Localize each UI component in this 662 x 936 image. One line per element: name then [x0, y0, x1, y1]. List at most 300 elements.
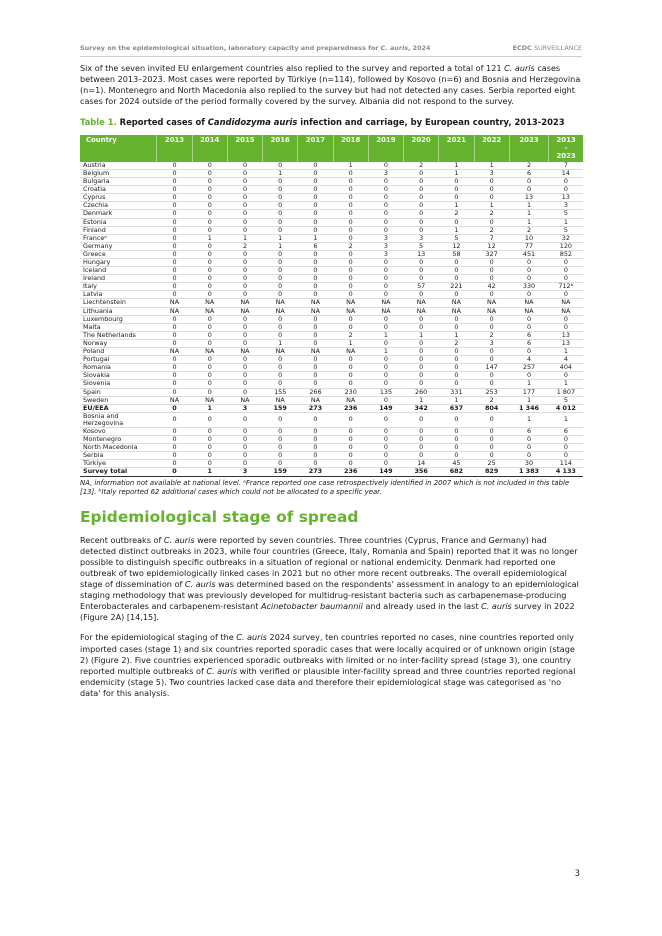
value-cell: NA [474, 299, 509, 307]
value-cell: 0 [298, 178, 333, 186]
value-cell: 0 [333, 234, 368, 242]
value-cell: 0 [298, 210, 333, 218]
table-row [80, 259, 583, 267]
value-cell: 1 [509, 380, 549, 388]
value-cell: 0 [227, 283, 262, 291]
table-caption-species: Candidozyma auris [207, 117, 298, 128]
value-cell: 0 [298, 259, 333, 267]
table-row [80, 194, 583, 202]
value-cell: 0 [333, 283, 368, 291]
value-cell: 0 [298, 169, 333, 177]
page-number: 3 [574, 869, 580, 879]
value-cell: 0 [368, 323, 403, 331]
value-cell: 0 [439, 380, 474, 388]
value-cell: 14 [549, 169, 583, 177]
value-cell: 1 [192, 234, 227, 242]
value-cell: 0 [368, 275, 403, 283]
value-cell: 3 [368, 242, 403, 250]
value-cell: 0 [404, 364, 439, 372]
table-row [80, 323, 583, 331]
value-cell: 0 [192, 380, 227, 388]
value-cell: NA [298, 396, 333, 404]
value-cell: 1 [509, 218, 549, 226]
value-cell: 0 [192, 444, 227, 452]
value-cell: NA [192, 307, 227, 315]
table-row [80, 291, 583, 299]
value-cell: 3 [227, 404, 262, 412]
value-cell: 0 [263, 186, 298, 194]
value-cell: 149 [368, 468, 403, 476]
value-cell: 0 [157, 275, 192, 283]
value-cell: 1 [192, 404, 227, 412]
value-cell: 0 [404, 267, 439, 275]
value-cell: NA [298, 348, 333, 356]
value-cell: 0 [404, 210, 439, 218]
value-cell: NA [368, 307, 403, 315]
value-cell: NA [298, 299, 333, 307]
value-cell: 0 [227, 388, 262, 396]
value-cell: 1 [404, 331, 439, 339]
value-cell: 0 [439, 267, 474, 275]
value-cell: 149 [368, 404, 403, 412]
value-cell: NA [404, 307, 439, 315]
value-cell: 0 [227, 162, 262, 170]
value-cell: 0 [298, 186, 333, 194]
value-cell: 0 [549, 178, 583, 186]
value-cell: 1 [263, 234, 298, 242]
value-cell: 0 [192, 364, 227, 372]
value-cell: 0 [157, 169, 192, 177]
value-cell: 0 [157, 364, 192, 372]
value-cell: 273 [298, 468, 333, 476]
value-cell: 0 [368, 259, 403, 267]
value-cell: 0 [157, 242, 192, 250]
country-cell: Germany [80, 242, 157, 250]
country-cell: Greece [80, 250, 157, 258]
country-cell: Belgium [80, 169, 157, 177]
column-header-year: 2021 [439, 135, 474, 162]
value-cell: 0 [298, 380, 333, 388]
table-row [80, 299, 583, 307]
value-cell: NA [263, 307, 298, 315]
value-cell: 266 [298, 388, 333, 396]
table-row [80, 436, 583, 444]
value-cell: 7 [474, 234, 509, 242]
value-cell: 0 [439, 275, 474, 283]
value-cell: 0 [157, 339, 192, 347]
country-cell: Finland [80, 226, 157, 234]
column-header-year: 2014 [192, 135, 227, 162]
value-cell: 0 [227, 250, 262, 258]
value-cell: 0 [333, 178, 368, 186]
value-cell: 0 [368, 412, 403, 427]
country-cell: Liechtenstein [80, 299, 157, 307]
text-run: were reported by seven countries. Three countries (Cyprus, France and Germany) had detected distinct outbreaks in 2023, while four countries (Greece, Italy, Romania and Spain) reported that it was no longer possible to distinguish specific outbreaks in a situation of regional or national endemicity. Denmark had reported one outbreak of two epidemiologically linked cases in 2021 but no other more recent outbreaks. The overall epidemiological stage of dissemination of [80, 534, 578, 590]
value-cell: 0 [509, 436, 549, 444]
value-cell: 0 [474, 323, 509, 331]
value-cell: 0 [263, 452, 298, 460]
value-cell: NA [157, 299, 192, 307]
value-cell: 1 [509, 396, 549, 404]
value-cell: NA [439, 307, 474, 315]
value-cell: 0 [368, 444, 403, 452]
table-row [80, 218, 583, 226]
table-row [80, 210, 583, 218]
value-cell: 0 [157, 468, 192, 476]
value-cell: 1 [474, 202, 509, 210]
value-cell: NA [509, 307, 549, 315]
value-cell: 0 [192, 315, 227, 323]
value-cell: 0 [439, 412, 474, 427]
italic-term: C. auris [163, 534, 195, 545]
value-cell: 13 [404, 250, 439, 258]
value-cell: 0 [474, 178, 509, 186]
table-caption-post: infection and carriage, by European country, 2013-2023 [297, 117, 565, 128]
value-cell: 0 [263, 444, 298, 452]
value-cell: 0 [549, 275, 583, 283]
value-cell: 0 [227, 210, 262, 218]
value-cell: 0 [157, 460, 192, 468]
value-cell: 0 [404, 412, 439, 427]
value-cell: 10 [509, 234, 549, 242]
value-cell: 1 346 [509, 404, 549, 412]
country-cell: Serbia [80, 452, 157, 460]
country-cell: Bulgaria [80, 178, 157, 186]
value-cell: 0 [368, 380, 403, 388]
body-paragraph-2 [80, 632, 583, 699]
value-cell: 0 [157, 380, 192, 388]
value-cell: 0 [368, 315, 403, 323]
value-cell: 0 [157, 202, 192, 210]
value-cell: 0 [439, 186, 474, 194]
table-caption [80, 117, 583, 129]
value-cell: 682 [439, 468, 474, 476]
country-cell: Slovenia [80, 380, 157, 388]
value-cell: 0 [298, 444, 333, 452]
value-cell: 0 [333, 250, 368, 258]
value-cell: 0 [298, 202, 333, 210]
value-cell: 0 [404, 259, 439, 267]
value-cell: 6 [509, 427, 549, 435]
value-cell: 1 [227, 234, 262, 242]
country-cell: Croatia [80, 186, 157, 194]
value-cell: 5 [549, 210, 583, 218]
value-cell: 5 [549, 226, 583, 234]
value-cell: 0 [192, 202, 227, 210]
value-cell: 30 [509, 460, 549, 468]
value-cell: 0 [368, 339, 403, 347]
value-cell: 0 [404, 218, 439, 226]
value-cell: 4 [509, 356, 549, 364]
value-cell: NA [509, 299, 549, 307]
value-cell: 0 [333, 259, 368, 267]
value-cell: NA [157, 307, 192, 315]
value-cell: 114 [549, 460, 583, 468]
value-cell: 0 [298, 323, 333, 331]
value-cell: 0 [157, 436, 192, 444]
value-cell: 637 [439, 404, 474, 412]
value-cell: 0 [509, 291, 549, 299]
country-cell: Poland [80, 348, 157, 356]
value-cell: 0 [333, 323, 368, 331]
country-cell: Estonia [80, 218, 157, 226]
value-cell: 0 [298, 283, 333, 291]
table-row [80, 427, 583, 435]
value-cell: 0 [298, 162, 333, 170]
main-content [80, 63, 583, 699]
value-cell: 0 [368, 291, 403, 299]
value-cell: 0 [509, 178, 549, 186]
country-cell: Türkiye [80, 460, 157, 468]
value-cell: 0 [298, 331, 333, 339]
value-cell: 0 [404, 339, 439, 347]
value-cell: 0 [439, 348, 474, 356]
value-cell: 0 [227, 315, 262, 323]
value-cell: 0 [227, 259, 262, 267]
value-cell: 0 [192, 186, 227, 194]
value-cell: 159 [263, 404, 298, 412]
value-cell: 0 [439, 218, 474, 226]
value-cell: 4 133 [549, 468, 583, 476]
value-cell: 0 [263, 250, 298, 258]
value-cell: 0 [404, 427, 439, 435]
value-cell: 1 807 [549, 388, 583, 396]
value-cell: 5 [549, 396, 583, 404]
country-cell: Bosnia and Herzegovina [80, 412, 157, 427]
value-cell: 0 [263, 356, 298, 364]
value-cell: 2 [333, 242, 368, 250]
value-cell: 0 [474, 315, 509, 323]
text-run: cases between 2013–2023. Most cases were reported by Türkiye (n=114), followed by Kosovo (n=6) and Bosnia and Herzegovina (n=1). Montenegro and North Macedonia also replied to the survey but had not detected any cases. Serbia reported eight cases for 2024 outside of the period formally covered by the survey. Albania did not respond to the survey. [80, 63, 581, 107]
value-cell: 0 [157, 259, 192, 267]
value-cell: 0 [509, 372, 549, 380]
value-cell: 0 [404, 444, 439, 452]
value-cell: 0 [368, 178, 403, 186]
value-cell: 0 [298, 452, 333, 460]
value-cell: 2 [404, 162, 439, 170]
table-row [80, 275, 583, 283]
value-cell: 0 [227, 339, 262, 347]
value-cell: 0 [509, 452, 549, 460]
value-cell: 0 [157, 444, 192, 452]
value-cell: 0 [227, 194, 262, 202]
value-cell: 0 [439, 291, 474, 299]
value-cell: 2 [227, 242, 262, 250]
table-row [80, 364, 583, 372]
value-cell: 0 [227, 380, 262, 388]
value-cell: NA [368, 299, 403, 307]
value-cell: NA [192, 299, 227, 307]
intro-paragraph [80, 63, 583, 107]
value-cell: 2 [509, 162, 549, 170]
value-cell: 13 [549, 331, 583, 339]
value-cell: 0 [368, 226, 403, 234]
value-cell: 1 [263, 242, 298, 250]
value-cell: 0 [333, 452, 368, 460]
value-cell: 0 [157, 427, 192, 435]
value-cell: 1 [509, 412, 549, 427]
table-row [80, 444, 583, 452]
value-cell: 0 [192, 291, 227, 299]
italic-term: C. auris [504, 63, 535, 73]
value-cell: 0 [192, 388, 227, 396]
cases-table [80, 135, 583, 477]
table-row [80, 226, 583, 234]
value-cell: 0 [192, 372, 227, 380]
value-cell: 236 [333, 404, 368, 412]
value-cell: 0 [549, 452, 583, 460]
value-cell: 0 [549, 444, 583, 452]
value-cell: 0 [333, 210, 368, 218]
value-cell: 2 [439, 339, 474, 347]
table-row [80, 315, 583, 323]
value-cell: 0 [298, 226, 333, 234]
value-cell: 0 [474, 291, 509, 299]
value-cell: 4 [549, 356, 583, 364]
value-cell: 0 [368, 283, 403, 291]
value-cell: 0 [509, 444, 549, 452]
header-org [513, 44, 582, 52]
value-cell: NA [404, 299, 439, 307]
table-row [80, 356, 583, 364]
value-cell: 0 [368, 460, 403, 468]
value-cell: NA [333, 348, 368, 356]
country-cell: Kosovo [80, 427, 157, 435]
table-row [80, 396, 583, 404]
italic-term: Acinetobacter baumannii [261, 601, 363, 612]
value-cell: 6 [509, 339, 549, 347]
value-cell: 0 [298, 250, 333, 258]
value-cell: 0 [298, 315, 333, 323]
value-cell: 0 [439, 315, 474, 323]
value-cell: 0 [157, 267, 192, 275]
value-cell: 0 [227, 364, 262, 372]
value-cell: 5 [439, 234, 474, 242]
value-cell: 0 [333, 275, 368, 283]
value-cell: 0 [474, 444, 509, 452]
value-cell: 0 [263, 427, 298, 435]
value-cell: 0 [192, 323, 227, 331]
country-cell: Czechia [80, 202, 157, 210]
value-cell: 3 [549, 202, 583, 210]
value-cell: NA [157, 348, 192, 356]
value-cell: 58 [439, 250, 474, 258]
value-cell: 0 [333, 218, 368, 226]
value-cell: 0 [263, 364, 298, 372]
value-cell: 0 [439, 436, 474, 444]
value-cell: 1 [439, 162, 474, 170]
table-row [80, 460, 583, 468]
table-row [80, 468, 583, 476]
value-cell: 356 [404, 468, 439, 476]
value-cell: 0 [474, 186, 509, 194]
text-run: Six of the seven invited EU enlargement countries also replied to the survey and reported a total of 121 [80, 63, 505, 73]
value-cell: 0 [192, 259, 227, 267]
country-cell: Survey total [80, 468, 157, 476]
value-cell: 0 [192, 267, 227, 275]
value-cell: 0 [333, 460, 368, 468]
value-cell: 0 [263, 331, 298, 339]
value-cell: 2 [474, 226, 509, 234]
value-cell: 57 [404, 283, 439, 291]
value-cell: 1 [439, 396, 474, 404]
value-cell: 0 [227, 372, 262, 380]
value-cell: 0 [157, 162, 192, 170]
value-cell: 0 [263, 291, 298, 299]
value-cell: 0 [227, 412, 262, 427]
value-cell: 0 [192, 339, 227, 347]
value-cell: 0 [263, 412, 298, 427]
country-cell: Iceland [80, 267, 157, 275]
value-cell: 0 [157, 210, 192, 218]
value-cell: 6 [549, 427, 583, 435]
value-cell: 1 [549, 380, 583, 388]
value-cell: 0 [549, 267, 583, 275]
value-cell: 0 [157, 372, 192, 380]
value-cell: 0 [263, 436, 298, 444]
value-cell: 0 [157, 226, 192, 234]
value-cell: 6 [509, 169, 549, 177]
value-cell: 0 [192, 210, 227, 218]
value-cell: 0 [333, 372, 368, 380]
value-cell: 0 [368, 210, 403, 218]
value-cell: 0 [368, 452, 403, 460]
table-body [80, 162, 583, 476]
country-cell: Romania [80, 364, 157, 372]
value-cell: 6 [298, 242, 333, 250]
table-row [80, 250, 583, 258]
value-cell: 0 [474, 380, 509, 388]
italic-term: C. auris [206, 665, 238, 676]
value-cell: 159 [263, 468, 298, 476]
value-cell: 0 [227, 291, 262, 299]
value-cell: 3 [368, 234, 403, 242]
value-cell: 1 [263, 169, 298, 177]
value-cell: 712ᵇ [549, 283, 583, 291]
value-cell: 0 [404, 186, 439, 194]
value-cell: 0 [227, 267, 262, 275]
value-cell: 0 [157, 315, 192, 323]
value-cell: 0 [333, 315, 368, 323]
value-cell: 0 [298, 275, 333, 283]
value-cell: 0 [157, 283, 192, 291]
value-cell: 0 [368, 396, 403, 404]
value-cell: 0 [509, 323, 549, 331]
value-cell: 0 [192, 460, 227, 468]
value-cell: 0 [263, 210, 298, 218]
italic-term: C. auris [236, 632, 267, 643]
value-cell: 0 [263, 226, 298, 234]
value-cell: 260 [404, 388, 439, 396]
value-cell: 0 [192, 356, 227, 364]
value-cell: 0 [404, 291, 439, 299]
value-cell: 1 [439, 202, 474, 210]
value-cell: 1 [509, 202, 549, 210]
table-row [80, 234, 583, 242]
text-run: with verified or plausible inter-facility spread and three countries reported regional endemicity (stage 5). Two countries lacked case data and therefore their epidemiological stage was categorised as 'no data' for this analysis. [80, 665, 576, 698]
value-cell: 0 [298, 364, 333, 372]
value-cell: NA [263, 396, 298, 404]
value-cell: 0 [298, 267, 333, 275]
value-cell: 0 [549, 186, 583, 194]
value-cell: 342 [404, 404, 439, 412]
value-cell: 0 [333, 194, 368, 202]
value-cell: 0 [404, 323, 439, 331]
value-cell: 1 [298, 234, 333, 242]
value-cell: 0 [192, 436, 227, 444]
value-cell: 0 [227, 436, 262, 444]
value-cell: 253 [474, 388, 509, 396]
